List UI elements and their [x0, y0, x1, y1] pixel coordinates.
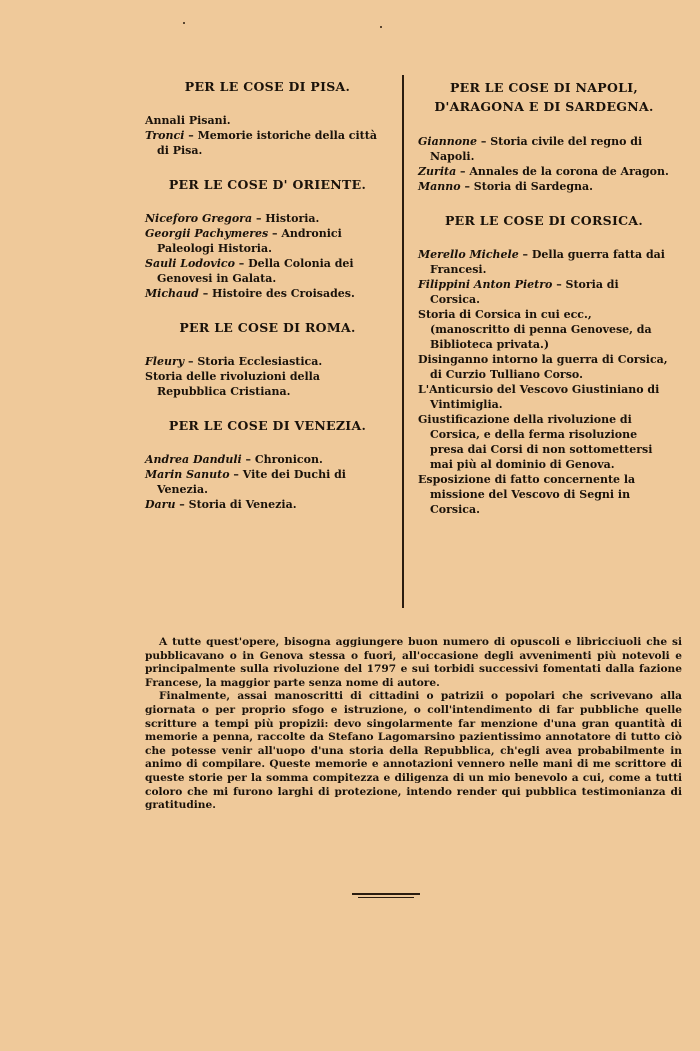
left-column	[145, 78, 390, 512]
bibliography-entry: Giustificazione della rivoluzione di Corsica, e della ferma risoluzione presa dai Corsi di non sottomettersi mai più al dominio di Genova.	[418, 413, 653, 471]
bibliography-entry: Fleury – Storia Ecclesiastica.	[145, 355, 323, 368]
bibliography-entry: Filippini Anton Pietro – Storia di Corsica.	[418, 278, 619, 306]
speck	[380, 26, 382, 28]
bibliography-entry: Tronci – Memorie istoriche della città di Pisa.	[145, 129, 377, 157]
bibliography-entry: Daru – Storia di Venezia.	[145, 498, 297, 511]
bibliography-entry: Storia di Corsica in cui ecc., (manoscritto di penna Genovese, da Biblioteca privata.)	[418, 308, 652, 351]
speck	[183, 22, 185, 24]
section-heading-pisa: PER LE COSE DI PISA.	[184, 79, 351, 94]
closing-text	[145, 636, 682, 813]
bibliography-entry: Merello Michele – Della guerra fatta dai Francesi.	[418, 248, 665, 276]
bibliography-entry: Manno – Storia di Sardegna.	[418, 180, 593, 193]
end-rule	[352, 893, 420, 895]
bibliography-entry: Andrea Danduli – Chronicon.	[145, 453, 323, 466]
bibliography-entry: Giannone – Storia civile del regno di Napoli.	[418, 135, 643, 163]
section-heading-corsica: PER LE COSE DI CORSICA.	[444, 213, 644, 228]
right-column	[418, 78, 670, 517]
bibliography-entry: Storia delle rivoluzioni della Repubblica Cristiana.	[145, 370, 320, 398]
bibliography-entry: L'Anticursio del Vescovo Giustiniano di Vintimiglia.	[418, 383, 660, 411]
paragraph: A tutte quest'opere, bisogna aggiungere buon numero di opuscoli e libricciuoli che si pubblicavano o in Genova stessa o fuori, all'occasione degli avvenimenti più notevoli e principalmente sulla rivoluzione del 1797 e sui torbidi successivi fomentati dalla fazione Francese, la maggior parte senza nome di autore.	[145, 636, 682, 689]
section-heading-napoli: PER LE COSE DI NAPOLI, D'ARAGONA E DI SARDEGNA.	[434, 80, 654, 114]
section-heading-venezia: PER LE COSE DI VENEZIA.	[168, 418, 367, 433]
bibliography-entry: Marin Sanuto – Vite dei Duchi di Venezia.	[145, 468, 346, 496]
bibliography-entry: Georgii Pachymeres – Andronici Paleologi Historia.	[145, 227, 342, 255]
bibliography-entry: Niceforo Gregora – Historia.	[145, 212, 320, 225]
bibliography-entry: Disinganno intorno la guerra di Corsica, di Curzio Tulliano Corso.	[418, 353, 668, 381]
section-heading-oriente: PER LE COSE D' ORIENTE.	[168, 177, 367, 192]
bibliography-entry: Sauli Lodovico – Della Colonia dei Genovesi in Galata.	[145, 257, 354, 285]
section-heading-roma: PER LE COSE DI ROMA.	[179, 320, 356, 335]
end-rule	[358, 897, 414, 898]
paragraph: Finalmente, assai manoscritti di cittadini o patrizii o popolari che scrivevano alla giornata o per proprio sfogo e istruzione, o coll'intendimento di far pubbliche quelle scritture a tempi più propizii: devo singolarmente far menzione d'una gran quantità di memorie a penna, raccolte da Stefano Lagomarsino pazientissimo annotatore di tutto ciò che potesse venir all'uopo d'una storia della Repubblica, ch'egli avea probabilmente in animo di compilare. Queste memorie e annotazioni vennero nelle mani di me scrittore di queste storie per la somma compitezza e diligenza di un mio benevolo a cui, come a tutti coloro che mi furono larghi di protezione, intendo render qui pubblica testimonianza di gratitudine.	[145, 690, 682, 812]
bibliography-entry: Zurita – Annales de la corona de Aragon.	[418, 165, 669, 178]
bibliography-entry: Annali Pisani.	[145, 114, 231, 127]
bibliography-entry: Michaud – Histoire des Croisades.	[145, 287, 355, 300]
column-divider	[402, 75, 404, 608]
bibliography-entry: Esposizione di fatto concernente la missione del Vescovo di Segni in Corsica.	[418, 473, 636, 516]
